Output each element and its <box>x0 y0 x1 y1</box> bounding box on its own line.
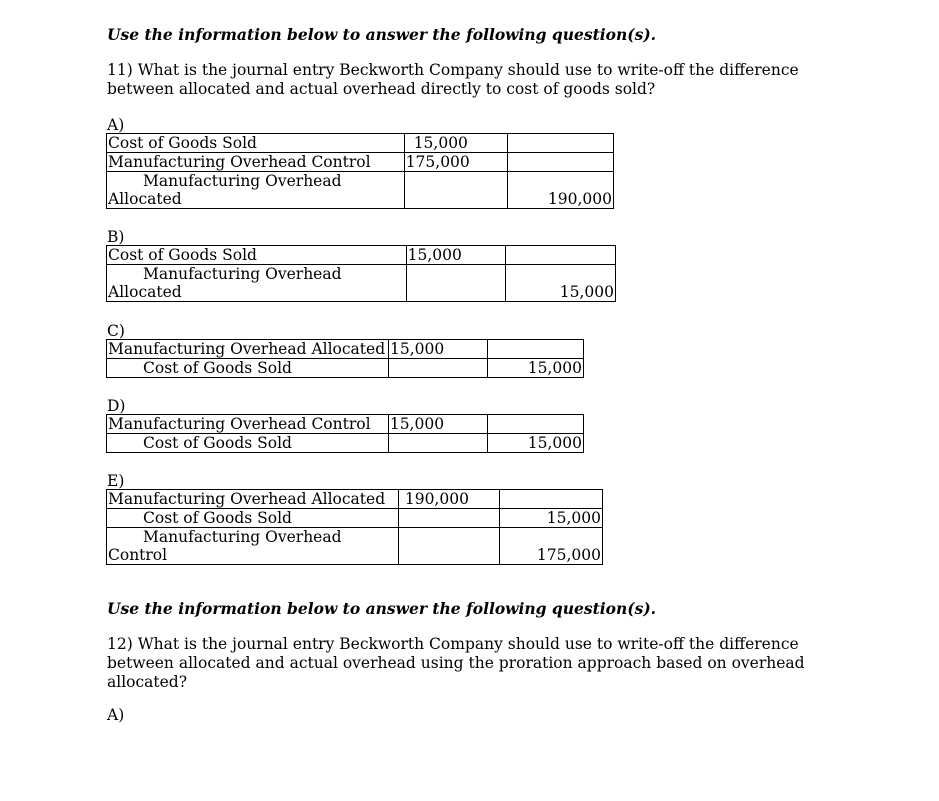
option-d-journal-entry <box>106 414 584 453</box>
debit-cell: 15,000 <box>404 134 508 153</box>
account-cell <box>107 434 389 453</box>
credit-cell <box>488 340 584 359</box>
debit-cell: 15,000 <box>388 415 488 434</box>
credit-cell <box>508 153 614 172</box>
account-indent-text: Cost of Goods Sold <box>143 359 292 377</box>
account-cell <box>107 265 407 302</box>
account-cell: Manufacturing Overhead Allocated <box>107 340 389 359</box>
table-row <box>107 134 614 153</box>
option-e-journal-entry <box>106 489 603 565</box>
option-e-label[interactable]: E) <box>107 472 125 490</box>
table-row <box>107 415 584 434</box>
account-cell <box>107 172 405 209</box>
credit-cell: 15,000 <box>500 509 603 528</box>
debit-cell <box>406 265 506 302</box>
option-c-journal-entry <box>106 339 584 378</box>
table-row <box>107 172 614 209</box>
debit-cell: 15,000 <box>406 246 506 265</box>
debit-cell: 15,000 <box>388 340 487 359</box>
credit-cell: 15,000 <box>488 359 584 378</box>
table-row <box>107 340 584 359</box>
question-12-text: 12) What is the journal entry Beckworth Company should use to write-off the difference between allocated and actual overhead using the proration approach based on overhead allocated? <box>107 635 805 691</box>
account-cont-text: Allocated <box>108 190 182 208</box>
debit-cell: 175,000 <box>404 153 508 172</box>
account-indent-text: Manufacturing Overhead <box>143 528 342 546</box>
account-cont-text: Allocated <box>108 283 182 301</box>
credit-cell: 175,000 <box>500 528 603 565</box>
account-indent-text: Manufacturing Overhead <box>143 172 342 190</box>
account-cell: Cost of Goods Sold <box>107 134 405 153</box>
option-b-journal-entry <box>106 245 616 302</box>
instruction-heading-2: Use the information below to answer the following question(s). <box>107 599 657 618</box>
account-cell: Manufacturing Overhead Control <box>107 415 389 434</box>
account-indent-text: Cost of Goods Sold <box>143 509 292 527</box>
table-row <box>107 528 603 565</box>
credit-cell <box>488 415 584 434</box>
table-row <box>107 359 584 378</box>
debit-cell: 190,000 <box>398 490 500 509</box>
option-d-label[interactable]: D) <box>107 397 126 415</box>
question-12-option-a-label[interactable]: A) <box>107 706 125 724</box>
table-row <box>107 265 616 302</box>
account-indent-text: Manufacturing Overhead <box>143 265 342 283</box>
credit-cell <box>508 134 614 153</box>
credit-cell: 15,000 <box>488 434 584 453</box>
account-cell <box>107 509 399 528</box>
credit-cell: 15,000 <box>506 265 616 302</box>
account-indent-text: Cost of Goods Sold <box>143 434 292 452</box>
credit-cell: 190,000 <box>508 172 614 209</box>
question-11-text: 11) What is the journal entry Beckworth Company should use to write-off the difference between allocated and actual overhead directly to cost of goods sold? <box>107 61 799 98</box>
account-cell <box>107 528 399 565</box>
account-cont-text: Control <box>108 546 168 564</box>
option-b-label[interactable]: B) <box>107 228 125 246</box>
table-row <box>107 434 584 453</box>
debit-cell <box>388 359 487 378</box>
account-cell: Manufacturing Overhead Control <box>107 153 405 172</box>
table-row <box>107 246 616 265</box>
table-row <box>107 153 614 172</box>
option-a-journal-entry <box>106 133 614 209</box>
account-cell: Cost of Goods Sold <box>107 246 407 265</box>
debit-cell <box>398 528 500 565</box>
account-cell: Manufacturing Overhead Allocated <box>107 490 399 509</box>
table-row <box>107 509 603 528</box>
table-row <box>107 490 603 509</box>
debit-cell <box>388 434 488 453</box>
credit-cell <box>500 490 603 509</box>
debit-cell <box>398 509 500 528</box>
credit-cell <box>506 246 616 265</box>
instruction-heading-1: Use the information below to answer the following question(s). <box>107 25 657 44</box>
option-c-label[interactable]: C) <box>107 322 125 340</box>
debit-cell <box>404 172 508 209</box>
option-a-label[interactable]: A) <box>107 116 125 134</box>
account-cell <box>107 359 389 378</box>
